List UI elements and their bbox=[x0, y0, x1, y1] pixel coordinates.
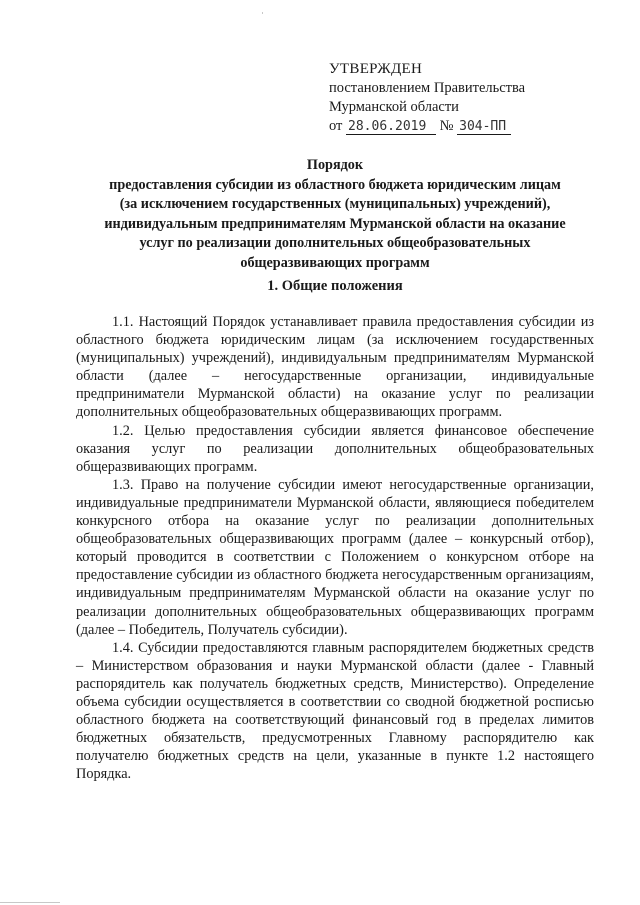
title-line: Порядок bbox=[306, 157, 364, 173]
approval-heading: УТВЕРЖДЕН bbox=[329, 61, 423, 77]
approval-date-number-line bbox=[329, 117, 609, 136]
approval-number-label: № bbox=[439, 118, 454, 134]
paragraph-1-2: 1.2. Целью предоставления субсидии является финансовое обеспечение оказания услуг по реализации дополнительных общеобразовательных общеразвивающих программ. bbox=[76, 422, 594, 475]
document-title bbox=[70, 156, 600, 273]
title-line: (за исключением государственных (муниципальных) учреждений), bbox=[119, 196, 551, 212]
paragraph-1-1: 1.1. Настоящий Порядок устанавливает правила предоставления субсидии из областного бюджета юридическим лицам (за исключением государственных (муниципальных) учреждений), индивидуальным предпринимателям Мурманской области (далее – негосударственные организации, индивидуальные предприниматели Мурманской области) на оказание услуг по реализации дополнительных общеобразовательных общеразвивающих программ. bbox=[76, 314, 594, 421]
paragraph-1-3: 1.3. Право на получение субсидии имеют негосударственные организации, индивидуальные предприниматели Мурманской области, являющиеся победителем конкурсного отбора на оказание услуг по реализации дополнительных общеобразовательных общеразвивающих программ (далее – конкурсный отбор), который проводится в соответствии с Положением о конкурсном отборе на предоставление субсидии из областного бюджета негосударственным организациям, индивидуальным предпринимателям Мурманской области на оказание услуг по реализации дополнительных общеобразовательных общеразвивающих программ (далее – Победитель, Получатель субсидии). bbox=[76, 476, 594, 638]
paragraph-1-4: 1.4. Субсидии предоставляются главным распорядителем бюджетных средств – Министерством образования и науки Мурманской области (далее - Главный распорядитель как получатель бюджетных средств, Министерство). Определение объема субсидии осуществляется в соответствии со сводной бюджетной росписью областного бюджета на соответствующий финансовый год в пределах лимитов бюджетных обязательств, предусмотренных Главному распорядителю как получателю бюджетных средств на цели, указанные в пункте 1.2 настоящего Порядка. bbox=[76, 639, 594, 783]
document-body bbox=[76, 313, 594, 783]
approval-number: 304-ПП bbox=[457, 119, 511, 135]
title-line: услуг по реализации дополнительных общеобразовательных bbox=[139, 235, 531, 251]
approval-from-label: от bbox=[329, 118, 343, 134]
title-line: общеразвивающих программ bbox=[240, 254, 430, 271]
title-line: предоставления субсидии из областного бюджета юридическим лицам bbox=[109, 176, 561, 193]
scan-artifact-dot bbox=[262, 12, 263, 14]
approval-decree-line: постановлением Правительства bbox=[329, 80, 526, 96]
approval-region-line: Мурманской области bbox=[329, 99, 459, 115]
approval-date: 28.06.2019 bbox=[346, 119, 436, 135]
title-line: индивидуальным предпринимателям Мурманской области на оказание bbox=[104, 215, 566, 232]
scan-artifact-line bbox=[0, 902, 60, 903]
section-heading: 1. Общие положения bbox=[267, 278, 403, 294]
approval-stamp-block bbox=[329, 60, 609, 136]
